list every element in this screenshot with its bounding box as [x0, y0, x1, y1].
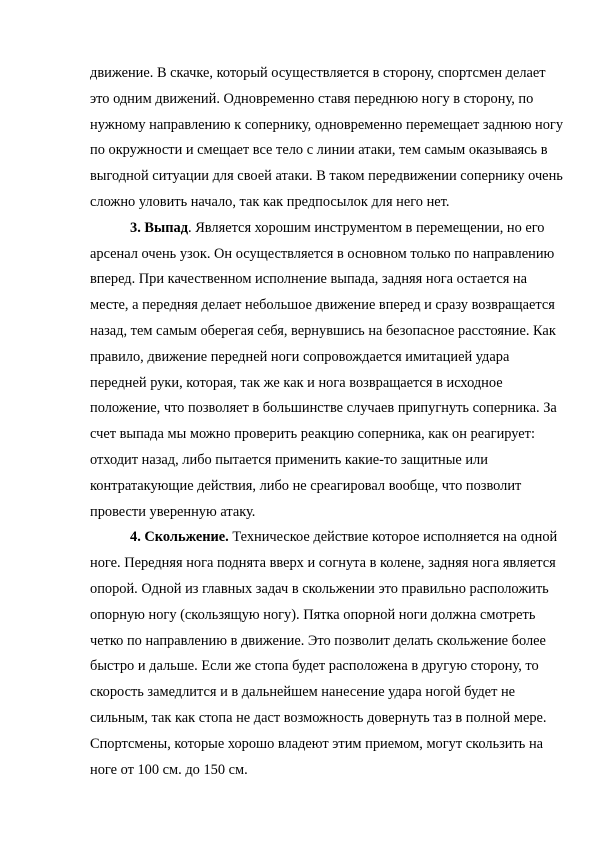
- text-line: быстро и дальше. Если же стопа будет расположена в другую сторону, то: [90, 658, 539, 675]
- section-4-heading: 4. Скольжение.: [130, 529, 229, 546]
- text-line: по окружности и смещает все тело с линии атаки, тем самым оказываясь в: [90, 142, 548, 159]
- section-4-first-line-text: Техническое действие которое исполняется на одной: [228, 529, 558, 546]
- text-line: счет выпада мы можно проверить реакцию соперника, как он реагирует:: [90, 426, 535, 443]
- text-line: передней руки, которая, так же как и нога возвращается в исходное: [90, 374, 503, 391]
- text-line: Спортсмены, которые хорошо владеют этим приемом, могут скользить на: [90, 735, 544, 752]
- text-line: правило, движение передней ноги сопровождается имитацией удара: [90, 348, 510, 365]
- text-line: отходит назад, либо пытается применить какие-то защитные или: [90, 452, 488, 468]
- section-4-first-line: [130, 528, 557, 546]
- text-line: выгодной ситуации для своей атаки. В таком передвижении сопернику очень: [90, 168, 563, 185]
- text-line: ноге. Передняя нога поднята вверх и согнута в колене, задняя нога является: [90, 555, 556, 572]
- text-line: четко по направлению в движение. Это позволит делать скольжение более: [90, 632, 546, 649]
- text-line: назад, тем самым оберегая себя, вернувшись на безопасное расстояние. Как: [90, 323, 556, 339]
- text-line: провести уверенную атаку.: [90, 503, 256, 520]
- text-line: ноге от 100 см. до 150 см.: [90, 761, 248, 778]
- section-3-first-line-text: . Является хорошим инструментом в перемещении, но его: [188, 219, 545, 236]
- text-line: сильным, так как стопа не даст возможность довернуть таз в полной мере.: [90, 710, 547, 726]
- text-line: контратакующие действия, либо не среагировал вообще, что позволит: [90, 477, 522, 494]
- text-line: нужному направлению к сопернику, одновременно перемещает заднюю ногу: [90, 116, 564, 133]
- text-line: скорость замедлится и в дальнейшем нанесение удара ногой будет не: [90, 684, 516, 701]
- text-line: это одним движений. Одновременно ставя переднюю ногу в сторону, по: [90, 90, 534, 107]
- text-line: месте, а передняя делает небольшое движение вперед и сразу возвращается: [90, 297, 555, 314]
- text-line: опорой. Одной из главных задач в скольжении это правильно расположить: [90, 581, 549, 597]
- text-line: опорную ногу (скользящую ногу). Пятка опорной ноги должна смотреть: [90, 606, 536, 623]
- text-line: вперед. При качественном исполнение выпада, задняя нога остается на: [90, 271, 528, 288]
- text-line: арсенал очень узок. Он осуществляется в основном только по направлению: [90, 245, 555, 262]
- text-line: положение, что позволяет в большинстве случаев припугнуть соперника. За: [90, 400, 557, 417]
- text-line: движение. В скачке, который осуществляется в сторону, спортсмен делает: [90, 65, 546, 81]
- section-3-first-line: [130, 219, 545, 237]
- section-3-heading: 3. Выпад: [130, 219, 188, 236]
- text-line: сложно уловить начало, так как предпосылок для него нет.: [90, 194, 450, 210]
